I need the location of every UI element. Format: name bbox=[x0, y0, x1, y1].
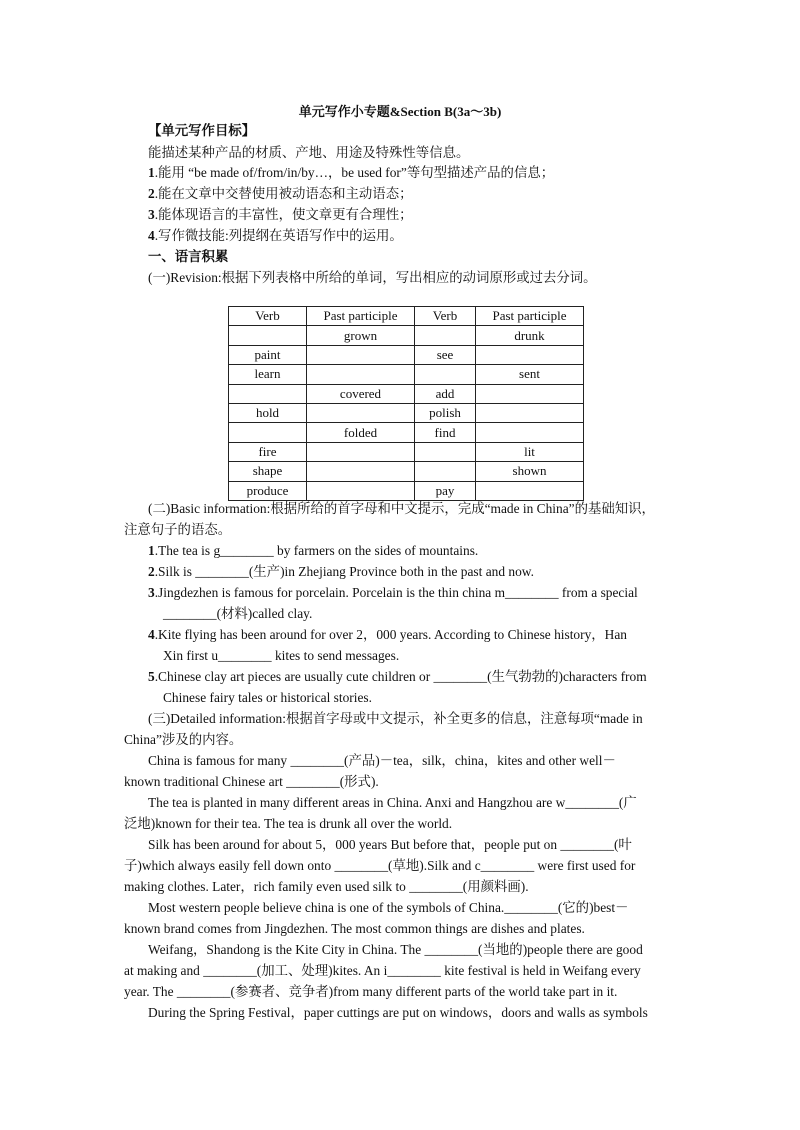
goal-number: 2 bbox=[148, 186, 155, 201]
goals-heading: 【单元写作目标】 bbox=[148, 123, 256, 138]
table-cell: polish bbox=[415, 403, 476, 422]
verb-table bbox=[228, 306, 584, 501]
table-cell bbox=[415, 365, 476, 384]
table-cell: paint bbox=[229, 345, 307, 364]
table-cell bbox=[415, 442, 476, 461]
table-cell: shown bbox=[476, 462, 584, 481]
table-header: Verb bbox=[229, 307, 307, 326]
detail-instruction: (三)Detailed information:根据首字母或中文提示，补全更多的信息，注意每项“made in bbox=[148, 711, 643, 726]
goal-text: .能用 “be made of/from/in/by…，be used for”等句型描述产品的信息； bbox=[154, 165, 555, 180]
table-cell bbox=[307, 481, 415, 500]
item-text: .Chinese clay art pieces are usually cute children or ________(生气勃勃的)characters from bbox=[154, 669, 647, 684]
goal-number: 1 bbox=[148, 165, 155, 180]
table-cell: sent bbox=[476, 365, 584, 384]
basic-item-continued: ________(材料)called clay. bbox=[163, 606, 313, 621]
table-cell: drunk bbox=[476, 326, 584, 345]
basic-instruction: 注意句子的语态。 bbox=[124, 522, 232, 537]
table-cell bbox=[476, 403, 584, 422]
paragraph-line: During the Spring Festival，paper cuttings are put on windows，doors and walls as symbols bbox=[148, 1005, 648, 1020]
item-text: .Silk is ________(生产)in Zhejiang Province both in the past and now. bbox=[154, 564, 534, 579]
table-cell bbox=[476, 384, 584, 403]
paragraph-line: making clothes. Later，rich family even used silk to ________(用颜料画). bbox=[124, 879, 529, 894]
table-cell bbox=[415, 326, 476, 345]
table-cell: covered bbox=[307, 384, 415, 403]
paragraph-line: The tea is planted in many different areas in China. Anxi and Hangzhou are w________(广 bbox=[148, 795, 637, 810]
table-cell bbox=[476, 481, 584, 500]
paragraph-line: Weifang，Shandong is the Kite City in China. The ________(当地的)people there are good bbox=[148, 942, 643, 957]
item-number: 5 bbox=[148, 669, 155, 684]
basic-item bbox=[148, 584, 638, 601]
table-cell bbox=[476, 423, 584, 442]
section-heading: 一、语言积累 bbox=[148, 249, 229, 264]
table-header-row bbox=[229, 307, 584, 326]
table-cell bbox=[229, 326, 307, 345]
paragraph-line: China is famous for many ________(产品)－tea，silk，china，kites and other well－ bbox=[148, 753, 616, 768]
basic-instruction: (二)Basic information:根据所给的首字母和中文提示，完成“made in China”的基础知识， bbox=[148, 501, 655, 516]
table-cell: grown bbox=[307, 326, 415, 345]
table-cell: fire bbox=[229, 442, 307, 461]
table-cell bbox=[476, 345, 584, 364]
table-row bbox=[229, 462, 584, 481]
paragraph-line: known brand comes from Jingdezhen. The most common things are dishes and plates. bbox=[124, 921, 585, 936]
item-number: 4 bbox=[148, 627, 155, 642]
table-cell bbox=[307, 403, 415, 422]
table-cell: shape bbox=[229, 462, 307, 481]
basic-item-continued: Xin first u________ kites to send messages. bbox=[163, 648, 400, 663]
table-header: Past participle bbox=[476, 307, 584, 326]
table-cell: learn bbox=[229, 365, 307, 384]
table-cell: folded bbox=[307, 423, 415, 442]
table-row bbox=[229, 403, 584, 422]
table-cell: hold bbox=[229, 403, 307, 422]
table-row bbox=[229, 481, 584, 500]
table-cell bbox=[307, 442, 415, 461]
item-number: 3 bbox=[148, 585, 155, 600]
goal-text: .写作微技能:列提纲在英语写作中的运用。 bbox=[154, 228, 403, 243]
goal-number: 4 bbox=[148, 228, 155, 243]
item-text: .Jingdezhen is famous for porcelain. Porcelain is the thin china m________ from a special bbox=[154, 585, 638, 600]
goal-text: .能体现语言的丰富性，使文章更有合理性； bbox=[154, 207, 413, 222]
paragraph-line: Most western people believe china is one of the symbols of China.________(它的)best－ bbox=[148, 900, 629, 915]
basic-item bbox=[148, 542, 478, 559]
table-cell bbox=[307, 462, 415, 481]
table-row bbox=[229, 442, 584, 461]
paragraph-line: Silk has been around for about 5，000 years But before that，people put on ________(叶 bbox=[148, 837, 632, 852]
paragraph-line: known traditional Chinese art ________(形式). bbox=[124, 774, 379, 789]
basic-item-continued: Chinese fairy tales or historical stories. bbox=[163, 690, 372, 705]
table-row bbox=[229, 423, 584, 442]
table-cell: see bbox=[415, 345, 476, 364]
goal-item bbox=[148, 164, 554, 181]
goal-text: .能在文章中交替使用被动语态和主动语态； bbox=[154, 186, 413, 201]
paragraph-line: at making and ________(加工、处理)kites. An i________ kite festival is held in Weifang every bbox=[124, 963, 641, 978]
goal-item bbox=[148, 206, 412, 223]
goal-item bbox=[148, 227, 403, 244]
table-cell bbox=[229, 423, 307, 442]
table-header: Past participle bbox=[307, 307, 415, 326]
table-cell: pay bbox=[415, 481, 476, 500]
page-title: 单元写作小专题&Section B(3a～3b) bbox=[298, 104, 502, 119]
table-cell: add bbox=[415, 384, 476, 403]
goal-number: 3 bbox=[148, 207, 155, 222]
table-header: Verb bbox=[415, 307, 476, 326]
item-text: .The tea is g________ by farmers on the sides of mountains. bbox=[154, 543, 479, 558]
goals-intro: 能描述某种产品的材质、产地、用途及特殊性等信息。 bbox=[148, 145, 470, 160]
item-text: .Kite flying has been around for over 2，000 years. According to Chinese history，Han bbox=[154, 627, 627, 642]
table-cell bbox=[307, 365, 415, 384]
item-number: 1 bbox=[148, 543, 155, 558]
detail-instruction: China”涉及的内容。 bbox=[124, 732, 243, 747]
paragraph-line: 泛地)known for their tea. The tea is drunk all over the world. bbox=[124, 816, 453, 831]
item-number: 2 bbox=[148, 564, 155, 579]
basic-item bbox=[148, 563, 534, 580]
basic-item bbox=[148, 668, 647, 685]
revision-instruction: (一)Revision:根据下列表格中所给的单词，写出相应的动词原形或过去分词。 bbox=[148, 270, 597, 285]
table-cell bbox=[229, 384, 307, 403]
table-row bbox=[229, 326, 584, 345]
table-row bbox=[229, 384, 584, 403]
goal-item bbox=[148, 185, 412, 202]
paragraph-line: 子)which always easily fell down onto ________(草地).Silk and c________ were first used for bbox=[124, 858, 636, 873]
table-cell: produce bbox=[229, 481, 307, 500]
basic-item bbox=[148, 626, 627, 643]
table-cell: lit bbox=[476, 442, 584, 461]
table-row bbox=[229, 365, 584, 384]
table-cell: find bbox=[415, 423, 476, 442]
table-row bbox=[229, 345, 584, 364]
table-cell bbox=[307, 345, 415, 364]
table-cell bbox=[415, 462, 476, 481]
paragraph-line: year. The ________(参赛者、竞争者)from many different parts of the world take part in it. bbox=[124, 984, 618, 999]
